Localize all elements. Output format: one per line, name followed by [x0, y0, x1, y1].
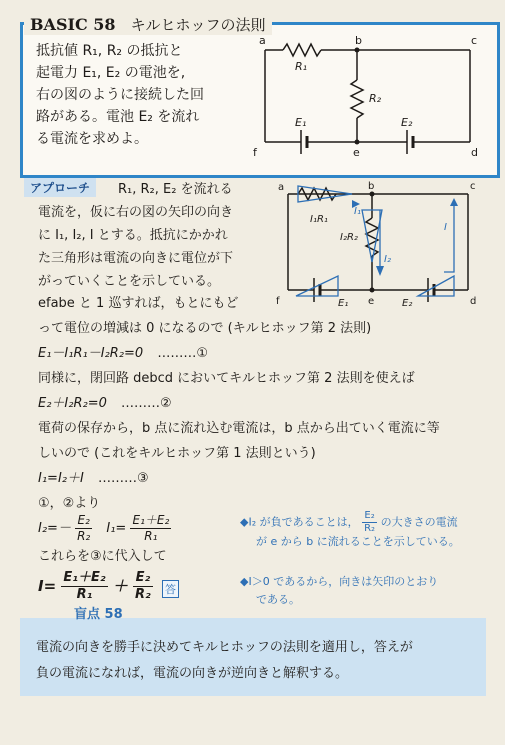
eq2-tag: ………②	[121, 396, 172, 411]
final-num2: E₂	[133, 570, 153, 587]
label-i2r2: I₂R₂	[340, 232, 358, 243]
approach-line: に I₁, I₂, I とする。抵抗にかかれ	[38, 228, 228, 243]
problem-line: 起電力 E₁, E₂ の電池を,	[36, 65, 186, 81]
answer-badge: 答	[162, 580, 179, 598]
problem-line: 右の図のように接続した回	[36, 87, 204, 103]
side-note-2-cont: である。	[256, 593, 300, 606]
node-d: d	[471, 146, 478, 159]
final-den1: R₁	[76, 587, 93, 602]
note1-a: ◆I₂ が負であることは，	[240, 515, 359, 529]
body-line: 同様に，閉回路 debcd においてキルヒホッフ第 2 法則を使えば	[38, 371, 415, 386]
problem-line: る電流を求めよ。	[36, 131, 148, 147]
node2-c: c	[470, 181, 476, 192]
note1-den: R₂	[364, 523, 376, 534]
node-f: f	[253, 146, 257, 159]
body-line: しいので (これをキルヒホッフ第 1 法則という)	[38, 446, 316, 461]
equation-1	[38, 345, 208, 363]
body-line: ①，②より	[38, 496, 101, 511]
problem-line: 路がある。電池 E₂ を流れ	[36, 109, 200, 125]
eq2-text: E₂＋I₂R₂=0	[38, 396, 107, 411]
node2-a: a	[278, 182, 285, 193]
label-e2: E₂	[401, 116, 413, 129]
approach-line: 電流を，仮に右の図の矢印の向き	[38, 205, 234, 220]
blind-spot-box	[20, 618, 486, 696]
note1-fraction	[362, 510, 377, 535]
i2-fraction	[75, 513, 92, 544]
label-i2: I₂	[384, 254, 391, 265]
body-line: efabe と 1 巡すれば，もとにもど	[38, 296, 239, 311]
i2-den: R₂	[77, 529, 91, 543]
side-note-2: ◆I＞0 であるから，向きは矢印のとおり	[240, 575, 439, 588]
final-num1: E₁＋E₂	[63, 570, 106, 585]
final-den2: R₂	[135, 587, 151, 602]
eq3-text: I₁=I₂＋I	[38, 471, 84, 486]
final-lhs: I=	[38, 577, 57, 595]
approach-line: た三角形は電流の向きに電位が下	[38, 251, 234, 266]
note1-num: E₂	[362, 510, 377, 523]
final-answer	[38, 568, 153, 604]
label-e1: E₁	[295, 116, 307, 129]
node-b: b	[355, 34, 362, 47]
equation-2	[38, 395, 172, 413]
i1-den: R₁	[144, 529, 158, 543]
circuit-diagram-2	[268, 180, 490, 308]
i1-lhs: I₁=	[106, 521, 127, 536]
note1-b: の大きさの電流	[380, 515, 458, 529]
final-fraction-1	[61, 570, 107, 603]
equation-3	[38, 470, 149, 488]
label-i: I	[444, 222, 447, 233]
current-solutions	[38, 512, 171, 546]
label-r2: R₂	[369, 92, 382, 105]
label2-e1: E₁	[338, 298, 349, 308]
basic-header	[24, 14, 272, 35]
i1-fraction	[130, 513, 171, 544]
basic-label: BASIC 58	[30, 15, 116, 34]
final-fraction-2	[133, 570, 153, 603]
node2-d: d	[470, 296, 477, 307]
approach-line: がっていくことを示している。	[38, 274, 221, 289]
approach-label: アプローチ	[24, 178, 96, 197]
side-note-1-cont: が e から b に流れることを示している。	[256, 535, 460, 548]
basic-title: キルヒホッフの法則	[130, 16, 266, 34]
node-c: c	[471, 34, 478, 47]
blind-spot-line: 負の電流になれば，電流の向きが逆向きと解釈する。	[36, 666, 349, 681]
side-note-1	[240, 510, 458, 535]
body-line: って電位の増減は 0 になるので (キルヒホッフ第 2 法則)	[38, 321, 372, 336]
approach-line: R₁, R₂, E₂ を流れる	[118, 182, 233, 197]
blind-spot-line: 電流の向きを勝手に決めてキルヒホッフの法則を適用し，答えが	[36, 640, 413, 655]
body-line: これらを③に代入して	[38, 549, 167, 564]
node2-b: b	[368, 181, 375, 192]
blind-spot-title: 盲点 58	[74, 607, 123, 622]
final-plus: ＋	[112, 577, 128, 595]
label-i1: I₁	[354, 206, 361, 217]
node-a: a	[259, 34, 266, 47]
i2-num: E₂	[75, 513, 92, 529]
eq3-tag: ………③	[97, 471, 149, 486]
eq1-tag: ………①	[157, 346, 208, 361]
label-r1: R₁	[295, 60, 308, 73]
i2-lhs: I₂=－	[38, 521, 71, 536]
node-e: e	[353, 146, 360, 159]
node2-e: e	[368, 296, 375, 307]
circuit-diagram-1	[245, 30, 490, 160]
problem-line: 抵抗値 R₁, R₂ の抵抗と	[36, 43, 183, 59]
i1-num: E₁＋E₂	[132, 513, 170, 527]
label2-e2: E₂	[402, 298, 413, 308]
body-line: 電荷の保存から，b 点に流れ込む電流は，b 点から出ていく電流に等	[38, 421, 440, 436]
label-i1r1: I₁R₁	[310, 214, 328, 225]
node2-f: f	[276, 296, 280, 307]
eq1-text: E₁－I₁R₁－I₂R₂=0	[38, 346, 144, 361]
problem-text	[36, 40, 204, 150]
